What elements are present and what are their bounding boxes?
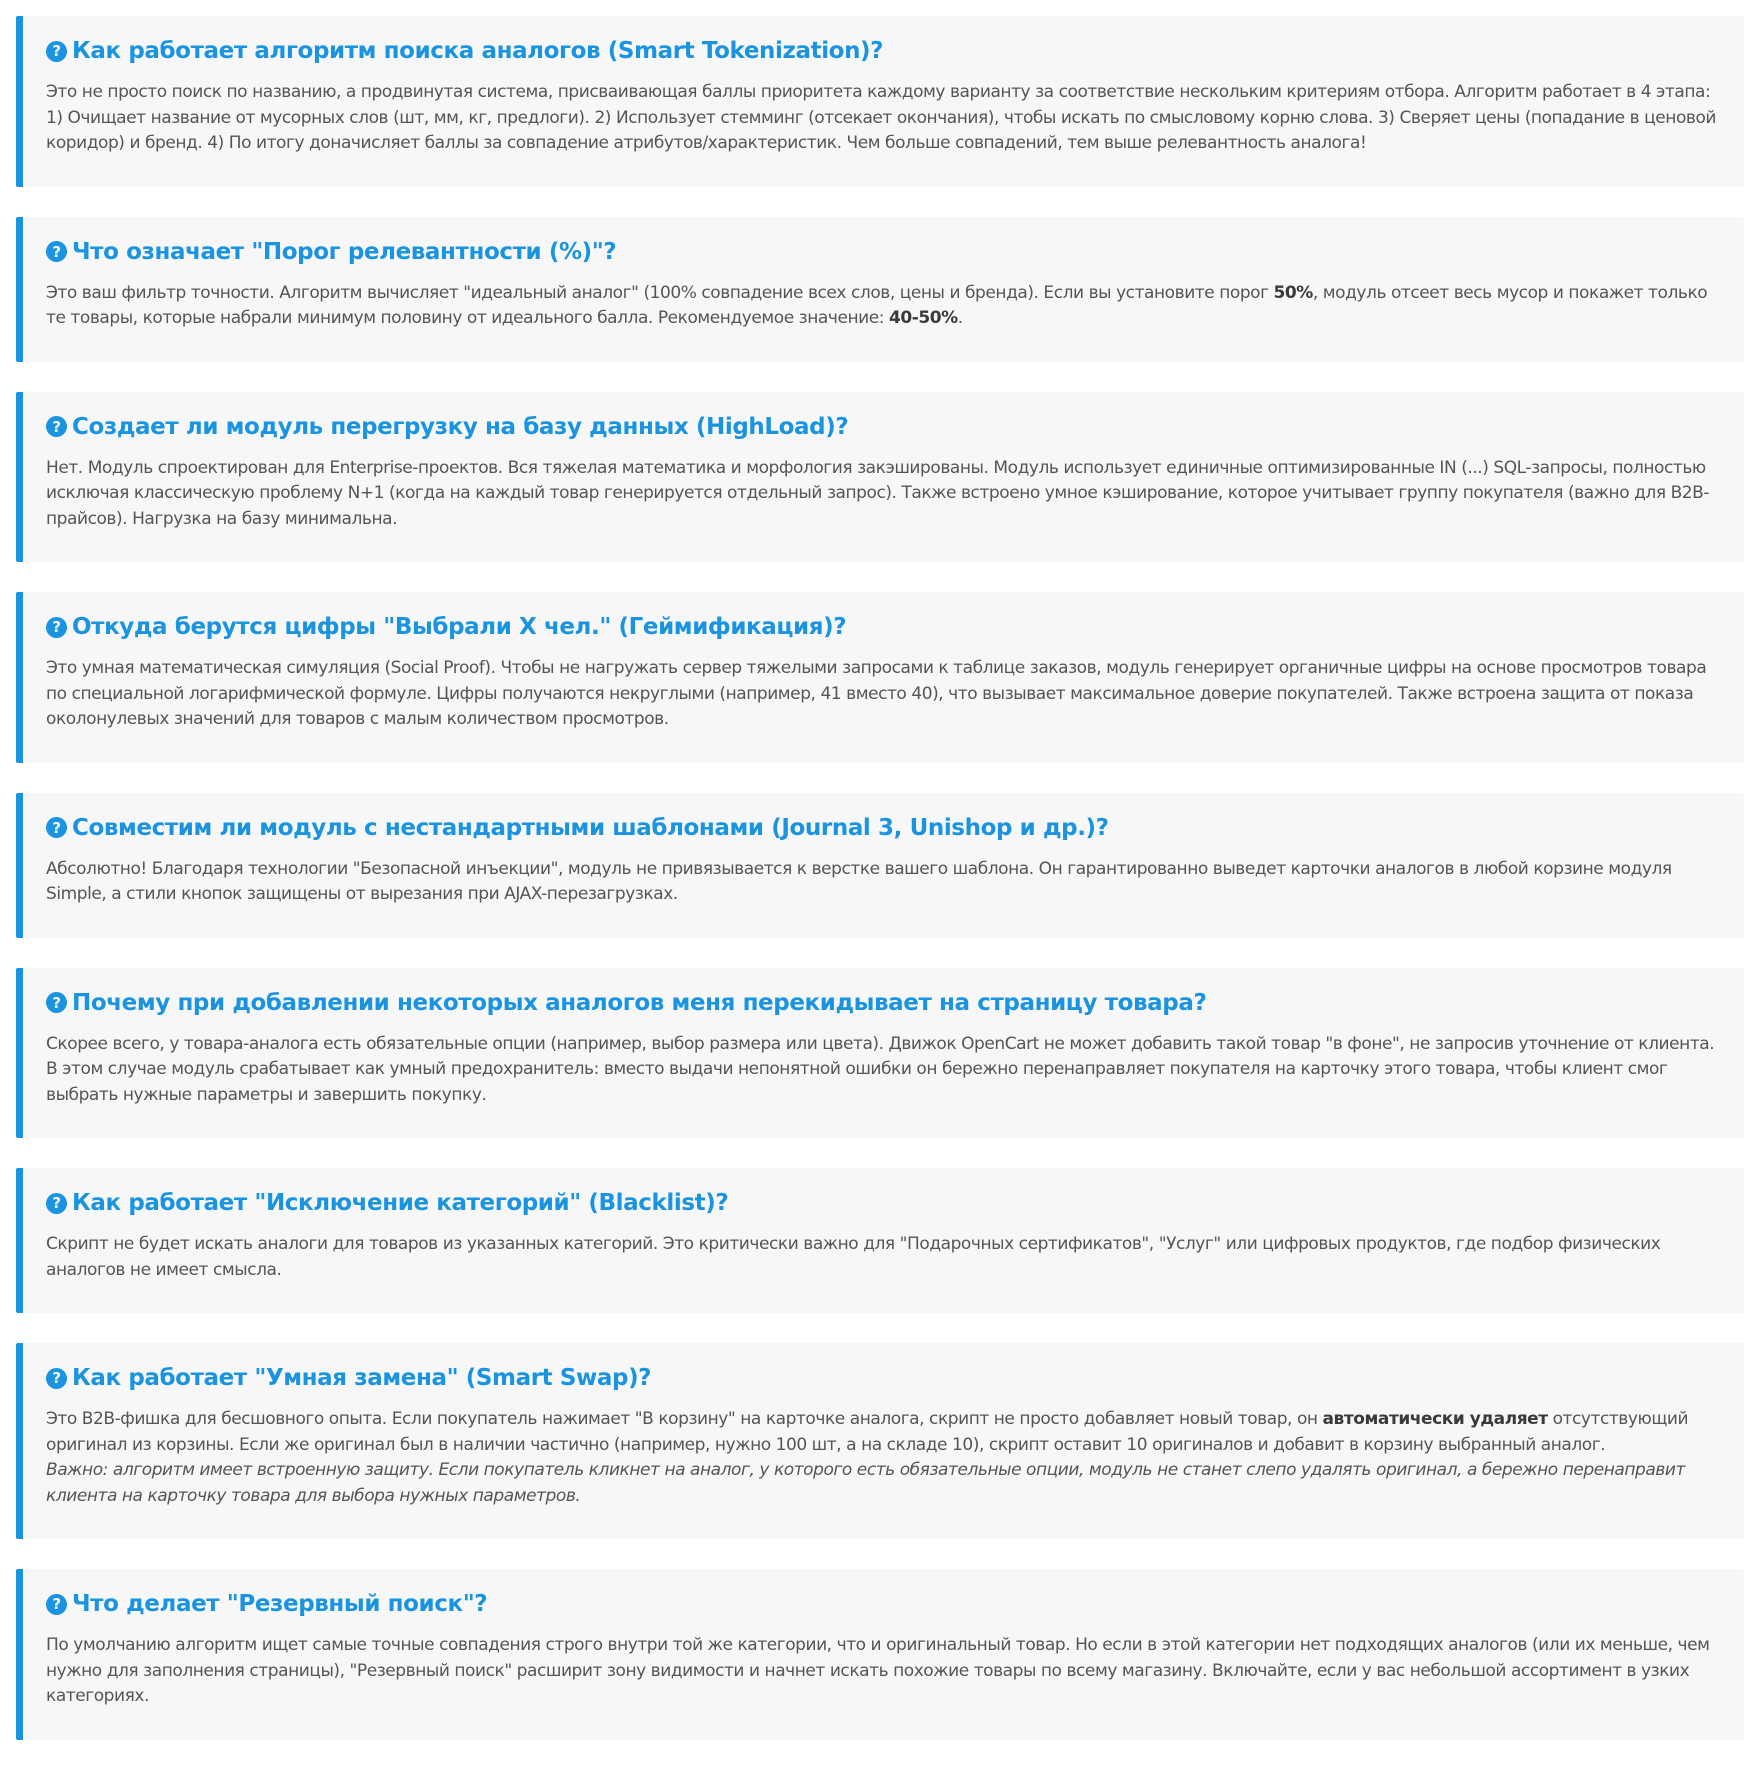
faq-question: [46, 1363, 1720, 1393]
question-circle-icon: ?: [46, 416, 67, 437]
question-circle-icon: ?: [46, 992, 67, 1013]
faq-answer-text: Абсолютно! Благодаря технологии "Безопасной инъекции", модуль не привязывается к верстке вашего шаблона. Он гарантированно выведет карточки аналогов в любой корзине модуля Simple, а стили кнопок защищены от вырезания при AJAX-перезагрузках.: [46, 858, 1672, 904]
faq-question: [46, 36, 1720, 66]
faq-answer-bold: 40-50%: [889, 308, 958, 328]
faq-answer: [46, 80, 1720, 157]
faq-answer: [46, 281, 1720, 332]
faq-answer-text: .: [957, 308, 963, 328]
question-circle-icon: ?: [46, 241, 67, 262]
faq-question: [46, 412, 1720, 442]
faq-answer: [46, 1032, 1720, 1109]
faq-item: [16, 217, 1744, 362]
faq-answer-text: Это не просто поиск по названию, а продвинутая система, присваивающая баллы приоритета каждому варианту за соответствие нескольким критериям отбора. Алгоритм работает в 4 этапа: 1) Очищает название от мусорных слов (шт, мм, кг, предлоги). 2) Использует стемминг (отсекает окончания), чтобы искать по смысловому корню слова. 3) Сверяет цены (попадание в ценовой коридор) и бренд. 4) По итогу доначисляет баллы за совпадение атрибутов/характеристик. Чем больше совпадений, тем выше релевантность аналога!: [46, 82, 1717, 153]
faq-item: [16, 1168, 1744, 1313]
faq-question-text: Совместим ли модуль с нестандартными шаблонами (Journal 3, Unishop и др.)?: [72, 814, 1109, 841]
faq-answer: [46, 1407, 1720, 1509]
faq-answer-bold: автоматически удаляет: [1322, 1409, 1548, 1429]
question-circle-icon: ?: [46, 617, 67, 638]
faq-question-text: Создает ли модуль перегрузку на базу данных (HighLoad)?: [72, 413, 849, 440]
faq-answer-text: Это B2B-фишка для бесшовного опыта. Если покупатель нажимает "В корзину" на карточке аналога, скрипт не просто добавляет новый товар, он: [46, 1409, 1323, 1429]
faq-question: [46, 1589, 1720, 1619]
faq-question-text: Как работает "Умная замена" (Smart Swap)?: [72, 1365, 652, 1391]
faq-answer-note: Важно: алгоритм имеет встроенную защиту. Если покупатель кликнет на аналог, у которого есть обязательные опции, модуль не станет слепо удалять оригинал, а бережно перенаправит клиента на карточку товара для выбора нужных параметров.: [46, 1460, 1685, 1506]
faq-answer-text: Нет. Модуль спроектирован для Enterprise-проектов. Вся тяжелая математика и морфология закэшированы. Модуль использует единичные оптимизированные IN (...) SQL-запросы, полностью исключая классическую проблему N+1 (когда на каждый товар генерируется отдельный запрос). Также встроено умное кэширование, которое учитывает группу покупателя (важно для B2B-прайсов). Нагрузка на базу минимальна.: [46, 457, 1710, 529]
faq-item: [16, 16, 1744, 187]
faq-answer-text: , модуль отсеет весь мусор и покажет только те товары, которые набрали минимум половину от идеального балла. Рекомендуемое значение:: [46, 282, 1708, 328]
faq-question-text: Как работает алгоритм поиска аналогов (Smart Tokenization)?: [72, 38, 884, 64]
faq-question-text: Почему при добавлении некоторых аналогов меня перекидывает на страницу товара?: [72, 989, 1207, 1016]
faq-answer-text: отсутствующий оригинал из корзины. Если же оригинал был в наличии частично (например, нужно 100 шт, а на складе 10), скрипт оставит 10 оригиналов и добавит в корзину выбранный аналог.: [46, 1409, 1689, 1455]
faq-answer-bold: 50%: [1273, 282, 1313, 303]
faq-item: [16, 968, 1744, 1139]
faq-answer: [46, 1633, 1720, 1710]
faq-answer: [46, 857, 1720, 908]
faq-question: [46, 1188, 1720, 1218]
question-circle-icon: ?: [46, 817, 67, 838]
faq-answer-text: Скрипт не будет искать аналоги для товаров из указанных категорий. Это критически важно для "Подарочных сертификатов", "Услуг" или цифровых продуктов, где подбор физических аналогов не имеет смысла.: [46, 1234, 1661, 1280]
faq-question: [46, 612, 1720, 642]
faq-question-text: Что делает "Резервный поиск"?: [72, 1591, 488, 1617]
faq-question-text: Как работает "Исключение категорий" (Blacklist)?: [72, 1190, 729, 1216]
question-circle-icon: ?: [46, 1594, 67, 1615]
question-circle-icon: ?: [46, 1193, 67, 1214]
faq-answer: [46, 1232, 1720, 1283]
question-circle-icon: ?: [46, 1368, 67, 1389]
faq-item: [16, 793, 1744, 938]
faq-item: [16, 1569, 1744, 1740]
faq-item: [16, 1343, 1744, 1539]
faq-question: [46, 988, 1720, 1018]
question-circle-icon: ?: [46, 41, 67, 62]
faq-question: [46, 813, 1720, 843]
faq-answer: [46, 656, 1720, 733]
faq-answer-text: Скорее всего, у товара-аналога есть обязательные опции (например, выбор размера или цвета). Движок OpenCart не может добавить такой товар "в фоне", не запросив уточнение от клиента. В этом случае модуль срабатывает как умный предохранитель: вместо выдачи непонятной ошибки он бережно перенаправляет покупателя на карточку этого товара, чтобы клиент смог выбрать нужные параметры и завершить покупку.: [46, 1033, 1715, 1105]
faq-answer-text: Это ваш фильтр точности. Алгоритм вычисляет "идеальный аналог" (100% совпадение всех слов, цены и бренда). Если вы установите порог: [46, 282, 1274, 303]
faq-item: [16, 392, 1744, 563]
faq-answer: [46, 456, 1720, 533]
faq-question-text: Откуда берутся цифры "Выбрали X чел." (Геймификация)?: [72, 614, 847, 640]
faq-item: [16, 592, 1744, 763]
faq-answer-text: По умолчанию алгоритм ищет самые точные совпадения строго внутри той же категории, что и оригинальный товар. Но если в этой категории нет подходящих аналогов (или их меньше, чем нужно для заполнения страницы), "Резервный поиск" расширит зону видимости и начнет искать похожие товары по всему магазину. Включайте, если у вас небольшой ассортимент в узких категориях.: [46, 1635, 1710, 1706]
faq-question: [46, 237, 1720, 267]
faq-question-text: Что означает "Порог релевантности (%)"?: [72, 238, 617, 265]
faq-answer-text: Это умная математическая симуляция (Social Proof). Чтобы не нагружать сервер тяжелыми запросами к таблице заказов, модуль генерирует органичные цифры на основе просмотров товара по специальной логарифмической формуле. Цифры получаются некруглыми (например, 41 вместо 40), что вызывает максимальное доверие покупателей. Также встроена защита от показа околонулевых значений для товаров с малым количеством просмотров.: [46, 658, 1707, 729]
